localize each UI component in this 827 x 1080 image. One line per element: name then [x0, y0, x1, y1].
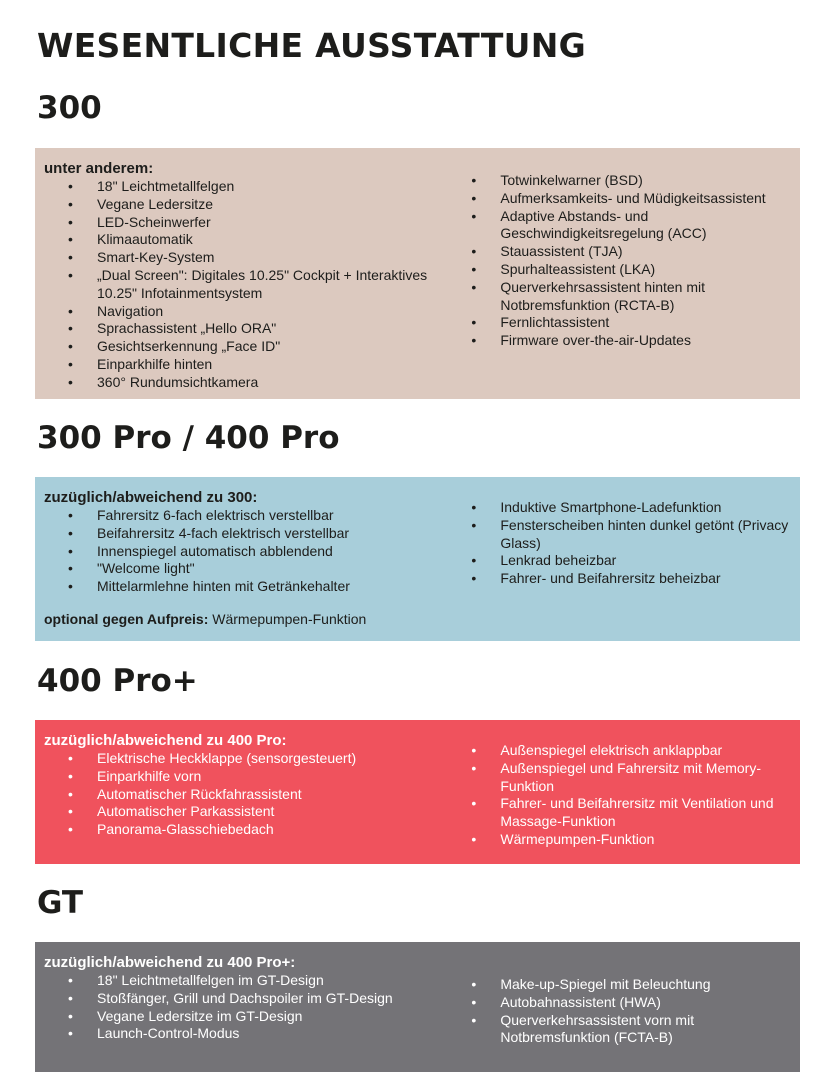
list-item: • Querverkehrsassistent vorn mit Notbremsfunktion (FCTA-B)	[471, 1012, 790, 1048]
list-item: • Innenspiegel automatisch abblendend	[68, 543, 451, 561]
list-item: • Vegane Ledersitze im GT-Design	[68, 1008, 451, 1026]
list-item: • Lenkrad beheizbar	[471, 552, 790, 570]
optional-extra	[44, 610, 790, 628]
list-item: • Außenspiegel elektrisch anklappbar	[471, 742, 790, 760]
list-item: • Automatischer Rückfahrassistent	[68, 786, 451, 804]
list-item: • Panorama-Glasschiebedach	[68, 821, 451, 839]
list-item: • Vegane Ledersitze	[68, 196, 451, 214]
list-item: • Aufmerksamkeits- und Müdigkeitsassistent	[471, 190, 790, 208]
feature-list-left	[44, 507, 451, 596]
feature-list-right	[451, 976, 790, 1047]
section-box-400-pro-plus	[35, 720, 800, 864]
list-item: • LED-Scheinwerfer	[68, 214, 451, 232]
section-intro: unter anderem:	[44, 160, 154, 177]
list-item: • Sprachassistent „Hello ORA"	[68, 320, 451, 338]
feature-list-left	[44, 972, 451, 1047]
list-item: • Einparkhilfe vorn	[68, 768, 451, 786]
list-item: • Elektrische Heckklappe (sensorgesteuert)	[68, 750, 451, 768]
list-item: • Navigation	[68, 303, 451, 321]
list-item: • Außenspiegel und Fahrersitz mit Memory-Funktion	[471, 760, 790, 796]
list-item: • Automatischer Parkassistent	[68, 803, 451, 821]
list-item: • „Dual Screen": Digitales 10.25" Cockpit + Interaktives 10.25" Infotainmentsystem	[68, 267, 451, 303]
feature-list-left	[44, 750, 451, 849]
optional-label: optional gegen Aufpreis:	[44, 610, 209, 627]
feature-list-right	[451, 742, 790, 849]
list-item: • Fahrer- und Beifahrersitz mit Ventilation und Massage-Funktion	[471, 795, 790, 831]
section-intro: zuzüglich/abweichend zu 400 Pro+:	[44, 954, 296, 971]
list-item: • Fahrersitz 6-fach elektrisch verstellbar	[68, 507, 451, 525]
list-item: • Autobahnassistent (HWA)	[471, 994, 790, 1012]
feature-list-right	[451, 172, 790, 392]
list-item: • Make-up-Spiegel mit Beleuchtung	[471, 976, 790, 994]
list-item: • Totwinkelwarner (BSD)	[471, 172, 790, 190]
page-title: WESENTLICHE AUSSTATTUNG	[37, 26, 587, 65]
list-item: • Einparkhilfe hinten	[68, 356, 451, 374]
list-item: • Spurhalteassistent (LKA)	[471, 261, 790, 279]
feature-list-left	[44, 178, 451, 392]
section-intro: zuzüglich/abweichend zu 300:	[44, 489, 258, 506]
list-item: • Smart-Key-System	[68, 249, 451, 267]
list-item: • Adaptive Abstands- und Geschwindigkeitsregelung (ACC)	[471, 208, 790, 244]
section-box-gt	[35, 942, 800, 1072]
list-item: • "Welcome light"	[68, 560, 451, 578]
section-intro: zuzüglich/abweichend zu 400 Pro:	[44, 732, 287, 749]
list-item: • Wärmepumpen-Funktion	[471, 831, 790, 849]
list-item: • Querverkehrsassistent hinten mit Notbremsfunktion (RCTA-B)	[471, 279, 790, 315]
list-item: • Gesichtserkennung „Face ID"	[68, 338, 451, 356]
section-heading-300: 300	[37, 90, 102, 126]
list-item: • Induktive Smartphone-Ladefunktion	[471, 499, 790, 517]
section-heading-gt: GT	[37, 885, 84, 921]
list-item: • Beifahrersitz 4-fach elektrisch verstellbar	[68, 525, 451, 543]
section-box-300-pro	[35, 477, 800, 641]
list-item: • Fensterscheiben hinten dunkel getönt (Privacy Glass)	[471, 517, 790, 553]
list-item: • Klimaautomatik	[68, 231, 451, 249]
list-item: • 360° Rundumsichtkamera	[68, 374, 451, 392]
section-box-300	[35, 148, 800, 399]
list-item: • Stoßfänger, Grill und Dachspoiler im GT-Design	[68, 990, 451, 1008]
list-item: • Stauassistent (TJA)	[471, 243, 790, 261]
section-heading-400-pro-plus: 400 Pro+	[37, 663, 198, 699]
optional-value: Wärmepumpen-Funktion	[212, 610, 367, 627]
list-item: • Fahrer- und Beifahrersitz beheizbar	[471, 570, 790, 588]
section-heading-300-pro: 300 Pro / 400 Pro	[37, 420, 340, 456]
list-item: • 18" Leichtmetallfelgen	[68, 178, 451, 196]
list-item: • Mittelarmlehne hinten mit Getränkehalter	[68, 578, 451, 596]
list-item: • 18" Leichtmetallfelgen im GT-Design	[68, 972, 451, 990]
list-item: • Fernlichtassistent	[471, 314, 790, 332]
list-item: • Launch-Control-Modus	[68, 1025, 451, 1043]
feature-list-right	[451, 499, 790, 596]
list-item: • Firmware over-the-air-Updates	[471, 332, 790, 350]
